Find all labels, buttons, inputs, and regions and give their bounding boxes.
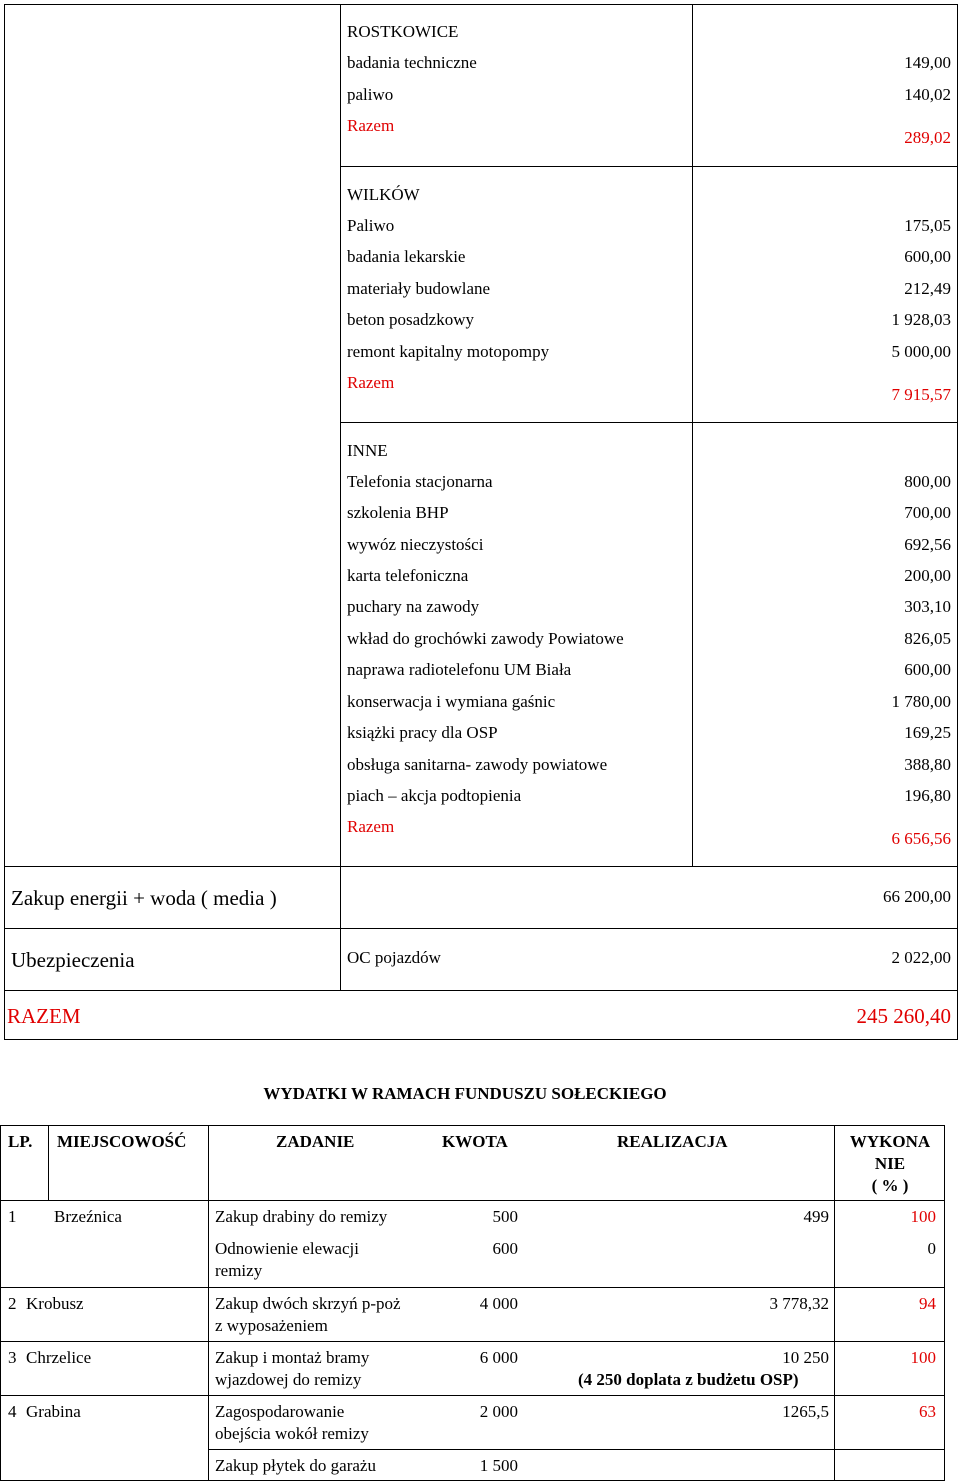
section-title: ROSTKOWICE — [347, 22, 459, 41]
header-percent-3: ( % ) — [871, 1176, 909, 1195]
item-label: paliwo — [347, 85, 394, 104]
grand-total-label: RAZEM — [7, 1004, 81, 1028]
header-lp: LP. — [8, 1132, 33, 1151]
item-label: naprawa radiotelefonu UM Biała — [347, 660, 572, 679]
row-lp: 3 — [8, 1348, 17, 1367]
header-percent-1: WYKONA — [849, 1132, 931, 1151]
row-task: Zakup dwóch skrzyń p-poż — [215, 1294, 401, 1313]
total-amount: 7 915,57 — [891, 385, 951, 404]
header-place: MIEJSCOWOŚĆ — [57, 1132, 187, 1151]
row-realization: 1265,5 — [782, 1402, 829, 1421]
item-amount: 600,00 — [904, 660, 951, 679]
row-percent: 0 — [927, 1239, 936, 1258]
row-task-cont: obejścia wokół remizy — [215, 1424, 369, 1443]
item-amount: 303,10 — [904, 597, 951, 616]
item-amount: 800,00 — [904, 472, 951, 491]
header-task: ZADANIE — [276, 1132, 355, 1151]
item-label: remont kapitalny motopompy — [347, 342, 550, 361]
media-amount: 66 200,00 — [883, 887, 951, 906]
item-amount: 200,00 — [904, 566, 951, 585]
row-task-cont: z wyposażeniem — [215, 1316, 328, 1335]
row-percent: 94 — [919, 1294, 936, 1313]
row-amount: 6 000 — [479, 1348, 518, 1367]
row-place: Grabina — [26, 1402, 81, 1421]
section-title: INNE — [347, 441, 388, 460]
insurance-amount: 2 022,00 — [891, 948, 951, 967]
item-label: karta telefoniczna — [347, 566, 469, 585]
total-label: Razem — [347, 373, 395, 392]
total-label: Razem — [347, 817, 395, 836]
item-label: wkład do grochówki zawody Powiatowe — [347, 629, 624, 648]
item-amount: 388,80 — [904, 755, 951, 774]
row-place: Chrzelice — [26, 1348, 92, 1367]
row-amount: 4 000 — [479, 1294, 518, 1313]
header-amount: KWOTA — [442, 1132, 508, 1151]
item-label: puchary na zawody — [347, 597, 480, 616]
insurance-label: Ubezpieczenia — [11, 948, 135, 972]
item-amount: 175,05 — [904, 216, 951, 235]
item-label: szkolenia BHP — [347, 503, 449, 522]
row-lp: 2 — [8, 1294, 17, 1313]
row-realization: 3 778,32 — [769, 1294, 829, 1313]
item-amount: 196,80 — [904, 786, 951, 805]
item-amount: 600,00 — [904, 247, 951, 266]
media-label: Zakup energii + woda ( media ) — [11, 886, 277, 910]
header-realization: REALIZACJA — [617, 1132, 728, 1151]
row-task-cont: wjazdowej do remizy — [215, 1370, 362, 1389]
row-amount: 600 — [492, 1239, 518, 1258]
header-percent-2: NIE — [874, 1154, 906, 1173]
item-label: piach – akcja podtopienia — [347, 786, 522, 805]
item-label: beton posadzkowy — [347, 310, 475, 329]
item-amount: 1 780,00 — [891, 692, 951, 711]
row-task: Odnowienie elewacji — [215, 1239, 359, 1258]
item-label: Paliwo — [347, 216, 395, 235]
item-label: książki pracy dla OSP — [347, 723, 498, 742]
item-amount: 826,05 — [904, 629, 951, 648]
insurance-sub: OC pojazdów — [347, 948, 441, 967]
item-amount: 692,56 — [904, 535, 951, 554]
row-amount: 500 — [492, 1207, 518, 1226]
row-place: Krobusz — [26, 1294, 84, 1313]
total-amount: 6 656,56 — [891, 829, 951, 848]
row-lp: 1 — [8, 1207, 17, 1226]
row-realization: 10 250 — [782, 1348, 829, 1367]
item-label: materiały budowlane — [347, 279, 491, 298]
row-percent: 100 — [910, 1207, 936, 1226]
item-label: badania techniczne — [347, 53, 477, 72]
row-task-cont: remizy — [215, 1261, 263, 1280]
row-realization: 499 — [803, 1207, 829, 1226]
row-task: Zakup drabiny do remizy — [215, 1207, 388, 1226]
fund-title: WYDATKI W RAMACH FUNDUSZU SOŁECKIEGO — [263, 1084, 667, 1103]
row-amount: 2 000 — [479, 1402, 518, 1421]
total-label: Razem — [347, 116, 395, 135]
row-task: Zakup i montaż bramy — [215, 1348, 370, 1367]
item-amount: 212,49 — [904, 279, 951, 298]
item-amount: 5 000,00 — [891, 342, 951, 361]
item-amount: 140,02 — [904, 85, 951, 104]
section-title: WILKÓW — [347, 185, 420, 204]
item-label: Telefonia stacjonarna — [347, 472, 493, 491]
item-amount: 149,00 — [904, 53, 951, 72]
item-label: badania lekarskie — [347, 247, 466, 266]
row-lp: 4 — [8, 1402, 17, 1421]
item-label: konserwacja i wymiana gaśnic — [347, 692, 556, 711]
item-amount: 1 928,03 — [891, 310, 951, 329]
row-amount: 1 500 — [479, 1456, 518, 1475]
item-label: wywóz nieczystości — [347, 535, 484, 554]
total-amount: 289,02 — [904, 128, 951, 147]
row-place: Brzeźnica — [54, 1207, 122, 1226]
row-realization-note: (4 250 doplata z budżetu OSP) — [578, 1370, 799, 1389]
item-amount: 700,00 — [904, 503, 951, 522]
grand-total-amount: 245 260,40 — [856, 1004, 951, 1028]
row-percent: 100 — [910, 1348, 936, 1367]
item-amount: 169,25 — [904, 723, 951, 742]
row-task: Zagospodarowanie — [215, 1402, 345, 1421]
item-label: obsługa sanitarna- zawody powiatowe — [347, 755, 608, 774]
row-task: Zakup płytek do garażu — [215, 1456, 376, 1475]
row-percent: 63 — [919, 1402, 936, 1421]
